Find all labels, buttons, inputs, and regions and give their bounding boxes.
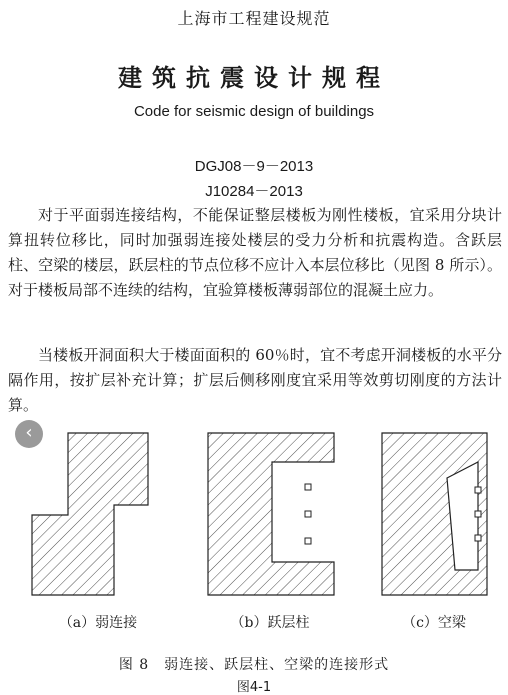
previous-page-button[interactable]: ‹ [15,420,43,448]
document-subtitle: Code for seismic design of buildings [133,103,375,120]
column-node [305,484,311,490]
caption-a: （a）弱连接 [58,615,138,631]
paragraph-2: 当楼板开洞面积大于楼面面积的 60％时，宜不考虑开洞楼板的水平分隔作用，按扩层补充计算；扩层后侧移刚度宜采用等效剪切刚度的方法计算。 [8,346,502,414]
column-node [305,538,311,544]
record-code: J10284－2013 [205,183,303,200]
caption-b: （b）跃层柱 [230,615,310,631]
figure-caption: 图 8 弱连接、跃层柱、空梁的连接形式 [118,657,390,673]
standard-series: 上海市工程建设规范 [177,9,331,28]
beam-node [475,487,481,493]
standard-code: DGJ08－9－2013 [194,158,314,175]
weak-connection-diagram [32,433,148,595]
beam-node [475,511,481,517]
beam-node [475,535,481,541]
figure-label: 图4-1 [236,680,272,695]
empty-beam-diagram [382,433,487,595]
paragraph-1: 对于平面弱连接结构，不能保证整层楼板为刚性楼板，宜采用分块计算扭转位移比，同时加强弱连接处楼层的受力分析和抗震构造。含跃层柱、空梁的楼层，跃层柱的节点位移不应计入本层位移比（见图 8 所示）。对于楼板局部不连续的结构，宜验算楼板薄弱部位的混凝土应力。 [8,206,502,299]
column-node [305,511,311,517]
document-title: 建筑抗震设计规程 [118,64,390,92]
caption-c: （c）空梁 [402,615,466,631]
jump-column-diagram [208,433,334,595]
